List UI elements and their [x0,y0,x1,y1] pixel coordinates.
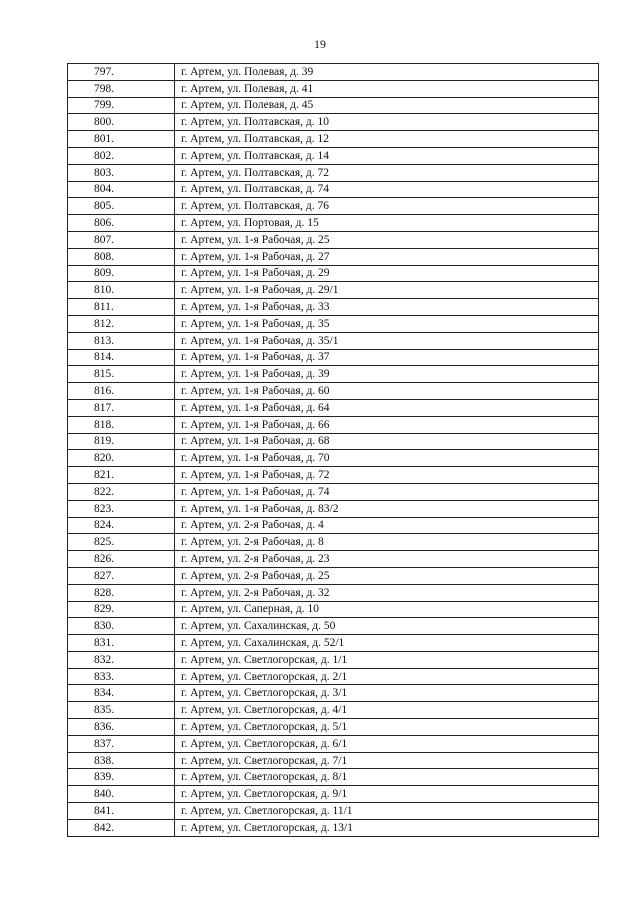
table-row [68,517,599,534]
table-row [68,651,599,668]
address-cell: г. Артем, ул. Полтавская, д. 72 [175,164,599,181]
row-number-cell: 799. [68,97,175,114]
row-number-cell: 827. [68,567,175,584]
table-row [68,282,599,299]
row-number-cell: 841. [68,803,175,820]
row-number-cell: 840. [68,786,175,803]
row-number-cell: 822. [68,483,175,500]
table-row [68,450,599,467]
address-cell: г. Артем, ул. 1-я Рабочая, д. 35/1 [175,332,599,349]
table-row [68,164,599,181]
address-cell: г. Артем, ул. 1-я Рабочая, д. 29/1 [175,282,599,299]
address-cell: г. Артем, ул. 1-я Рабочая, д. 70 [175,450,599,467]
row-number-cell: 835. [68,702,175,719]
address-cell: г. Артем, ул. 1-я Рабочая, д. 39 [175,366,599,383]
table-row [68,416,599,433]
address-cell: г. Артем, ул. Саперная, д. 10 [175,601,599,618]
row-number-cell: 834. [68,685,175,702]
table-row [68,534,599,551]
row-number-cell: 825. [68,534,175,551]
address-cell: г. Артем, ул. Полевая, д. 41 [175,80,599,97]
address-cell: г. Артем, ул. 2-я Рабочая, д. 8 [175,534,599,551]
table-row [68,383,599,400]
address-cell: г. Артем, ул. 2-я Рабочая, д. 32 [175,584,599,601]
address-cell: г. Артем, ул. Светлогорская, д. 6/1 [175,735,599,752]
table-row [68,64,599,81]
address-cell: г. Артем, ул. 1-я Рабочая, д. 29 [175,265,599,282]
table-row [68,668,599,685]
row-number-cell: 816. [68,383,175,400]
page-number: 19 [314,37,326,51]
table-row [68,584,599,601]
row-number-cell: 830. [68,618,175,635]
table-row [68,399,599,416]
row-number-cell: 800. [68,114,175,131]
row-number-cell: 811. [68,299,175,316]
address-cell: г. Артем, ул. 1-я Рабочая, д. 68 [175,433,599,450]
table-row [68,719,599,736]
row-number-cell: 828. [68,584,175,601]
table-row [68,467,599,484]
row-number-cell: 821. [68,467,175,484]
address-table [67,63,599,837]
address-cell: г. Артем, ул. Светлогорская, д. 5/1 [175,719,599,736]
address-cell: г. Артем, ул. 1-я Рабочая, д. 33 [175,299,599,316]
table-row [68,215,599,232]
table-row [68,803,599,820]
row-number-cell: 805. [68,198,175,215]
row-number-cell: 810. [68,282,175,299]
table-row [68,483,599,500]
table-row [68,702,599,719]
table-row [68,735,599,752]
table-row [68,433,599,450]
table-row [68,299,599,316]
row-number-cell: 819. [68,433,175,450]
row-number-cell: 829. [68,601,175,618]
table-row [68,80,599,97]
table-row [68,231,599,248]
row-number-cell: 833. [68,668,175,685]
address-cell: г. Артем, ул. Полтавская, д. 10 [175,114,599,131]
address-cell: г. Артем, ул. Светлогорская, д. 8/1 [175,769,599,786]
address-cell: г. Артем, ул. Полтавская, д. 14 [175,147,599,164]
row-number-cell: 837. [68,735,175,752]
address-cell: г. Артем, ул. 1-я Рабочая, д. 66 [175,416,599,433]
address-cell: г. Артем, ул. 1-я Рабочая, д. 64 [175,399,599,416]
address-cell: г. Артем, ул. 1-я Рабочая, д. 74 [175,483,599,500]
row-number-cell: 803. [68,164,175,181]
table-row [68,551,599,568]
address-cell: г. Артем, ул. Светлогорская, д. 1/1 [175,651,599,668]
address-cell: г. Артем, ул. Полтавская, д. 12 [175,131,599,148]
table-row [68,500,599,517]
row-number-cell: 801. [68,131,175,148]
address-cell: г. Артем, ул. 1-я Рабочая, д. 83/2 [175,500,599,517]
row-number-cell: 804. [68,181,175,198]
address-cell: г. Артем, ул. 1-я Рабочая, д. 27 [175,248,599,265]
table-row [68,819,599,836]
table-row [68,97,599,114]
row-number-cell: 815. [68,366,175,383]
address-cell: г. Артем, ул. Светлогорская, д. 13/1 [175,819,599,836]
row-number-cell: 797. [68,64,175,81]
table-row [68,198,599,215]
address-cell: г. Артем, ул. Светлогорская, д. 11/1 [175,803,599,820]
row-number-cell: 823. [68,500,175,517]
table-row [68,366,599,383]
table-row [68,147,599,164]
table-row [68,265,599,282]
row-number-cell: 839. [68,769,175,786]
address-cell: г. Артем, ул. Светлогорская, д. 3/1 [175,685,599,702]
table-row [68,315,599,332]
address-cell: г. Артем, ул. Светлогорская, д. 2/1 [175,668,599,685]
address-cell: г. Артем, ул. Сахалинская, д. 52/1 [175,635,599,652]
table-row [68,181,599,198]
address-cell: г. Артем, ул. Сахалинская, д. 50 [175,618,599,635]
row-number-cell: 802. [68,147,175,164]
address-cell: г. Артем, ул. 1-я Рабочая, д. 35 [175,315,599,332]
row-number-cell: 820. [68,450,175,467]
row-number-cell: 806. [68,215,175,232]
address-cell: г. Артем, ул. Полтавская, д. 74 [175,181,599,198]
address-cell: г. Артем, ул. 2-я Рабочая, д. 23 [175,551,599,568]
table-row [68,618,599,635]
address-cell: г. Артем, ул. Портовая, д. 15 [175,215,599,232]
table-row [68,349,599,366]
table-row [68,332,599,349]
row-number-cell: 842. [68,819,175,836]
address-cell: г. Артем, ул. Светлогорская, д. 7/1 [175,752,599,769]
address-cell: г. Артем, ул. 1-я Рабочая, д. 37 [175,349,599,366]
row-number-cell: 838. [68,752,175,769]
address-cell: г. Артем, ул. 2-я Рабочая, д. 25 [175,567,599,584]
table-row [68,786,599,803]
address-cell: г. Артем, ул. 2-я Рабочая, д. 4 [175,517,599,534]
table-row [68,248,599,265]
row-number-cell: 798. [68,80,175,97]
row-number-cell: 826. [68,551,175,568]
address-table-body [68,64,599,837]
address-cell: г. Артем, ул. Полевая, д. 39 [175,64,599,81]
table-row [68,131,599,148]
address-cell: г. Артем, ул. 1-я Рабочая, д. 60 [175,383,599,400]
row-number-cell: 831. [68,635,175,652]
row-number-cell: 812. [68,315,175,332]
table-row [68,567,599,584]
table-row [68,635,599,652]
address-cell: г. Артем, ул. 1-я Рабочая, д. 25 [175,231,599,248]
row-number-cell: 809. [68,265,175,282]
row-number-cell: 813. [68,332,175,349]
address-cell: г. Артем, ул. 1-я Рабочая, д. 72 [175,467,599,484]
address-cell: г. Артем, ул. Полтавская, д. 76 [175,198,599,215]
row-number-cell: 824. [68,517,175,534]
table-row [68,752,599,769]
table-row [68,601,599,618]
table-row [68,685,599,702]
address-cell: г. Артем, ул. Полевая, д. 45 [175,97,599,114]
table-row [68,769,599,786]
table-row [68,114,599,131]
row-number-cell: 814. [68,349,175,366]
row-number-cell: 807. [68,231,175,248]
row-number-cell: 817. [68,399,175,416]
row-number-cell: 818. [68,416,175,433]
address-cell: г. Артем, ул. Светлогорская, д. 4/1 [175,702,599,719]
row-number-cell: 808. [68,248,175,265]
row-number-cell: 836. [68,719,175,736]
address-cell: г. Артем, ул. Светлогорская, д. 9/1 [175,786,599,803]
row-number-cell: 832. [68,651,175,668]
